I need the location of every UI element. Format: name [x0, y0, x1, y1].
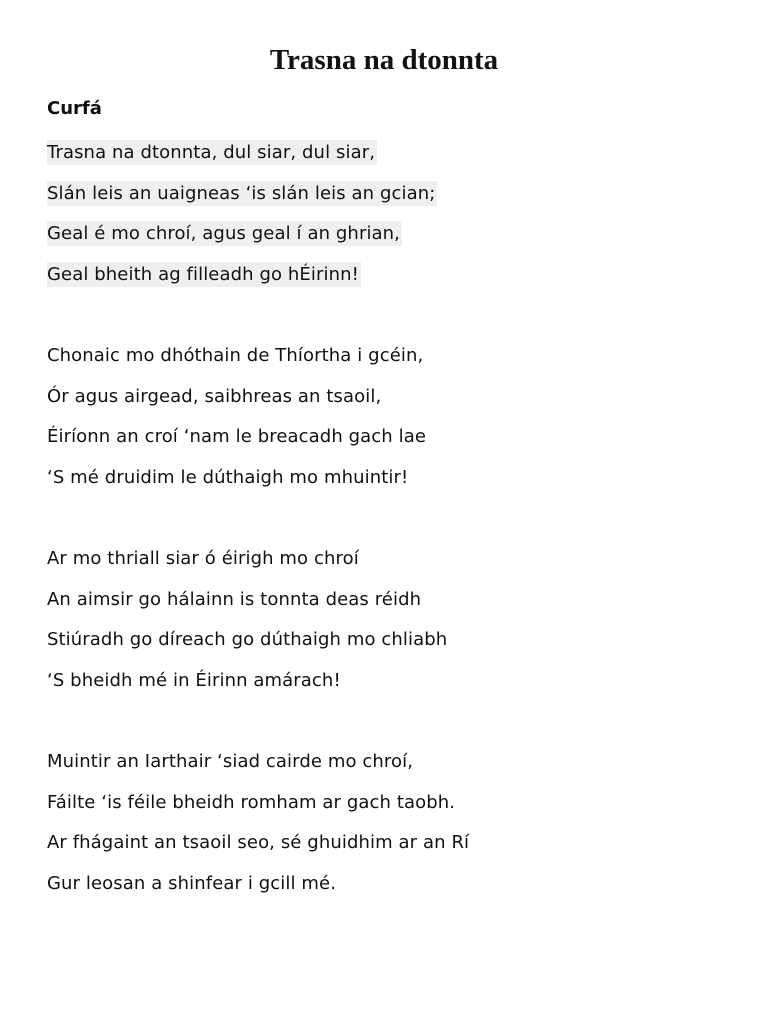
- chorus-line-4: [47, 262, 361, 288]
- verse-2-line-1: Ar mo thriall siar ó éirigh mo chroí: [47, 548, 359, 569]
- chorus-line-1-text: Trasna na dtonnta, dul siar, dul siar,: [47, 142, 376, 163]
- verse-2-line-3: Stiúradh go díreach go dúthaigh mo chliabh: [47, 629, 448, 650]
- verse-1-line-3: Éiríonn an croí ‘nam le breacadh gach lae: [47, 426, 427, 447]
- verse-1-line-4: ‘S mé druidim le dúthaigh mo mhuintir!: [47, 467, 409, 488]
- verse-2-line-4: ‘S bheidh mé in Éirinn amárach!: [47, 670, 341, 691]
- verse-3-line-3: Ar fhágaint an tsaoil seo, sé ghuidhim ar an Rí: [47, 832, 470, 853]
- chorus-heading: Curfá: [47, 98, 102, 119]
- document-title: Trasna na dtonnta: [269, 44, 499, 76]
- verse-1-line-1: Chonaic mo dhóthain de Thíortha i gcéin,: [47, 345, 424, 366]
- chorus-line-1: [47, 140, 377, 166]
- verse-3-line-2: Fáilte ‘is féile bheidh romham ar gach taobh.: [47, 792, 456, 813]
- chorus-line-3: [47, 221, 402, 247]
- verse-3-line-1: Muintir an Iarthair ‘siad cairde mo chroí,: [47, 751, 414, 772]
- verse-3-line-4: Gur leosan a shinfear i gcill mé.: [47, 873, 337, 894]
- chorus-line-3-text: Geal é mo chroí, agus geal í an ghrian,: [47, 223, 401, 244]
- chorus-line-2: [47, 181, 437, 207]
- verse-1-line-2: Ór agus airgead, saibhreas an tsaoil,: [47, 386, 382, 407]
- chorus-line-4-text: Geal bheith ag filleadh go hÉirinn!: [47, 264, 359, 285]
- chorus-line-2-text: Slán leis an uaigneas ‘is slán leis an gcian;: [47, 183, 436, 204]
- verse-2-line-2: An aimsir go hálainn is tonnta deas réidh: [47, 589, 422, 610]
